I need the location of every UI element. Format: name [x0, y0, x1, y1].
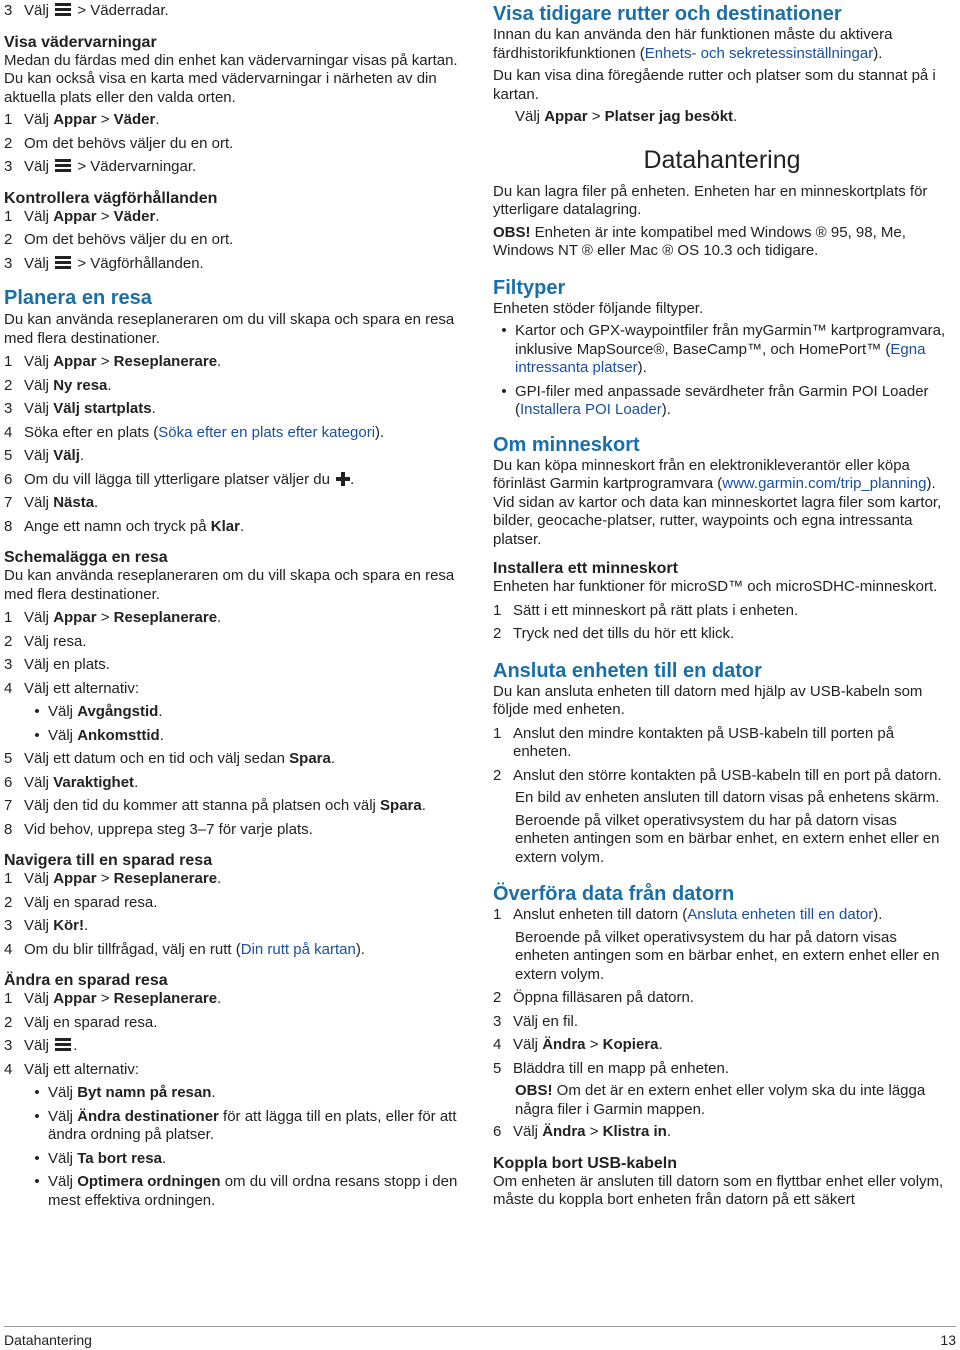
step: 3 Välj en fil. — [493, 1012, 579, 1030]
step: 1 Välj Appar > Väder. — [4, 111, 160, 128]
step: 2 Om det behövs väljer du en ort. — [4, 134, 234, 152]
menu-icon — [55, 159, 71, 172]
step: 8 Ange ett namn och tryck på Klar. — [4, 517, 245, 535]
section-heading: Ansluta enheten till en dator — [493, 659, 762, 682]
menu-icon — [55, 3, 71, 16]
step: 1 Välj Appar > Väder. — [4, 207, 160, 225]
section-heading: Planera en resa — [4, 287, 152, 309]
step: 1 Sätt i ett minneskort på rätt plats i enheten. — [493, 601, 799, 619]
paragraph: Beroende på vilket operativsystem du har på datorn visas enheten antingen som en bärbar enhet, en extern enhet eller en extern volym. — [515, 928, 940, 983]
section-heading: Ändra en sparad resa — [4, 972, 168, 989]
section-heading: Installera ett minneskort — [493, 560, 678, 577]
step: 1 Välj Appar > Reseplanerare. — [4, 609, 222, 626]
paragraph: Om enheten är ansluten till datorn som en flyttbar enhet eller volym, måste du koppla bort enheten från datorn på ett säkert — [493, 1172, 944, 1208]
section-heading: Visa tidigare rutter och destinationer — [493, 3, 842, 25]
paragraph: Du kan använda reseplaneraren om du vill skapa och spara en resa med flera destinationer. — [4, 311, 455, 347]
menu-icon — [55, 1038, 71, 1051]
step: 4 Söka efter en plats (Söka efter en plats efter kategori). — [4, 423, 385, 441]
step: 1 Välj Appar > Reseplanerare. — [4, 870, 222, 887]
step: 3 Välj . — [4, 1037, 78, 1054]
step: 7 Välj den tid du kommer att stanna på platsen och välj Spara. — [4, 797, 426, 814]
step: 2 Anslut den större kontakten på USB-kabeln till en port på datorn. — [493, 766, 942, 784]
list-item: • Välj Byt namn på resan. — [34, 1084, 216, 1101]
note: OBS! Enheten är inte kompatibel med Windows ® 95, 98, Me, Windows NT ® eller Mac ® OS 10.3 och tidigare. — [493, 223, 906, 259]
link-route-on-map[interactable]: Din rutt på kartan — [240, 940, 356, 958]
left-column — [4, 0, 464, 1210]
paragraph: Du kan lagra filer på enheten. Enheten har en minneskortplats för ytterligare datalagring. — [493, 182, 928, 218]
paragraph: Innan du kan använda den här funktionen måste du aktivera färdhistorikfunktionen (Enhets- och sekretessinställningar). — [493, 26, 893, 62]
section-heading: Schemalägga en resa — [4, 549, 168, 566]
paragraph: Enheten har funktioner för microSD™ och microSDHC-minneskort. — [493, 578, 938, 595]
step: 2 Öppna filläsaren på datorn. — [493, 989, 694, 1006]
step: 3 Välj > Vädervarningar. — [4, 158, 197, 175]
chapter-title: Datahantering — [643, 145, 801, 174]
section-heading: Om minneskort — [493, 433, 640, 456]
right-column — [493, 0, 951, 1210]
section-heading: Filtyper — [493, 276, 566, 299]
link-search-by-category[interactable]: Söka efter en plats efter kategori — [158, 423, 376, 441]
paragraph: Beroende på vilket operativsystem du har på datorn visas enheten antingen som en bärbar enhet, en extern enhet eller en extern volym. — [515, 811, 940, 866]
step: 5 Välj ett datum och en tid och välj sedan Spara. — [4, 750, 336, 767]
step: 1 Anslut enheten till datorn (Ansluta enheten till en dator). — [493, 906, 883, 923]
step: 2 Välj Ny resa. — [4, 376, 112, 394]
step: 3 Välj > Vägförhållanden. — [4, 254, 204, 272]
plus-icon — [336, 472, 350, 486]
section-heading: Överföra data från datorn — [493, 883, 735, 905]
step: 3 Välj Välj startplats. — [4, 400, 156, 417]
step: 7 Välj Nästa. — [4, 494, 99, 511]
step: 4 Välj ett alternativ: — [4, 679, 140, 697]
paragraph: Du kan köpa minneskort från en elektronikleverantör eller köpa förinläst Garmin kartprogramvara (www.garmin.com/trip_planning). Vid sidan av kartor och data kan minneskortet lagra filer som kartor, bilder, geocache-platser, rutter, waypoints och egna intressanta platser. — [493, 456, 942, 548]
link-install-poi-loader[interactable]: Installera POI Loader — [520, 401, 662, 418]
page-number: 13 — [940, 1332, 956, 1348]
step: 1 Välj Appar > Reseplanerare. — [4, 353, 222, 370]
paragraph: Enheten stöder följande filtyper. — [493, 299, 704, 317]
step: 6 Välj Ändra > Klistra in. — [493, 1123, 671, 1140]
step: 2 Välj en sparad resa. — [4, 1013, 158, 1031]
list-item: • Välj Ta bort resa. — [34, 1149, 167, 1167]
step: 4 Välj Ändra > Kopiera. — [493, 1036, 663, 1053]
footer-section: Datahantering — [4, 1332, 92, 1348]
paragraph: Du kan använda reseplaneraren om du vill skapa och spara en resa med flera destinationer. — [4, 567, 455, 603]
note: OBS! Om det är en extern enhet eller volym ska du inte lägga några filer i Garmin mappen. — [515, 1082, 926, 1118]
step: 5 Välj Välj. — [4, 447, 85, 464]
section-heading: Visa vädervarningar — [4, 33, 157, 51]
step: 1 Välj Appar > Reseplanerare. — [4, 990, 222, 1007]
list-item: • Välj Avgångstid. — [34, 703, 163, 720]
step: 1 Anslut den mindre kontakten på USB-kabeln till porten på enheten. — [493, 724, 895, 760]
list-item: • Välj Ändra destinationer för att lägga till en plats, eller för att ändra ordning på platser. — [34, 1107, 457, 1143]
step: 4 Om du blir tillfrågad, välj en rutt (Din rutt på kartan). — [4, 940, 365, 958]
menu-icon — [55, 256, 71, 269]
paragraph: Medan du färdas med din enhet kan vädervarningar visas på kartan. Du kan också visa en karta med vädervarningar i närheten av din aktuella plats eller den valda orten. — [4, 51, 458, 106]
step: 3 Välj en plats. — [4, 656, 110, 673]
section-heading: Navigera till en sparad resa — [4, 852, 213, 869]
section-heading: Kontrollera vägförhållanden — [4, 189, 218, 207]
link-device-privacy-settings[interactable]: Enhets- och sekretessinställningar — [644, 44, 874, 62]
list-item: • GPI-filer med anpassade sevärdheter från Garmin POI Loader (Installera POI Loader). — [501, 382, 929, 418]
step: 3 Välj > Väderradar. — [4, 2, 169, 19]
paragraph: En bild av enheten ansluten till datorn visas på enhetens skärm. — [515, 789, 940, 806]
list-item: • Välj Optimera ordningen om du vill ordna resans stopp i den mest effektiva ordningen. — [34, 1173, 458, 1209]
link-connect-device[interactable]: Ansluta enheten till en dator — [687, 906, 874, 923]
list-item: • Välj Ankomsttid. — [34, 726, 164, 744]
paragraph: Du kan ansluta enheten till datorn med hjälp av USB-kabeln som följde med enheten. — [493, 682, 923, 718]
step: 2 Välj en sparad resa. — [4, 893, 158, 911]
step: 2 Välj resa. — [4, 632, 87, 650]
step: 4 Välj ett alternativ: — [4, 1060, 140, 1078]
page-footer — [4, 1326, 956, 1350]
step: Välj Appar > Platser jag besökt. — [515, 108, 738, 125]
step: 2 Om det behövs väljer du en ort. — [4, 231, 234, 248]
step: 3 Välj Kör!. — [4, 917, 89, 934]
link-garmin-trip-planning[interactable]: www.garmin.com/trip_planning — [722, 475, 927, 492]
list-item: • Kartor och GPX-waypointfiler från myGarmin™ kartprogramvara, inklusive MapSource®, BaseCamp™, och HomePort™ (Egna intressanta platser). — [501, 322, 946, 376]
section-heading: Koppla bort USB-kabeln — [493, 1154, 678, 1172]
step: 6 Välj Varaktighet. — [4, 773, 139, 791]
paragraph: Du kan visa dina föregående rutter och platser som du stannat på i kartan. — [493, 67, 936, 103]
step: 8 Vid behov, upprepa steg 3–7 för varje plats. — [4, 820, 313, 838]
link-custom-poi[interactable]: Egna intressanta platser — [515, 340, 926, 376]
step: 5 Bläddra till en mapp på enheten. — [493, 1059, 729, 1077]
step: 6 Om du vill lägga till ytterligare platser väljer du . — [4, 470, 355, 488]
step: 2 Tryck ned det tills du hör ett klick. — [493, 625, 735, 642]
